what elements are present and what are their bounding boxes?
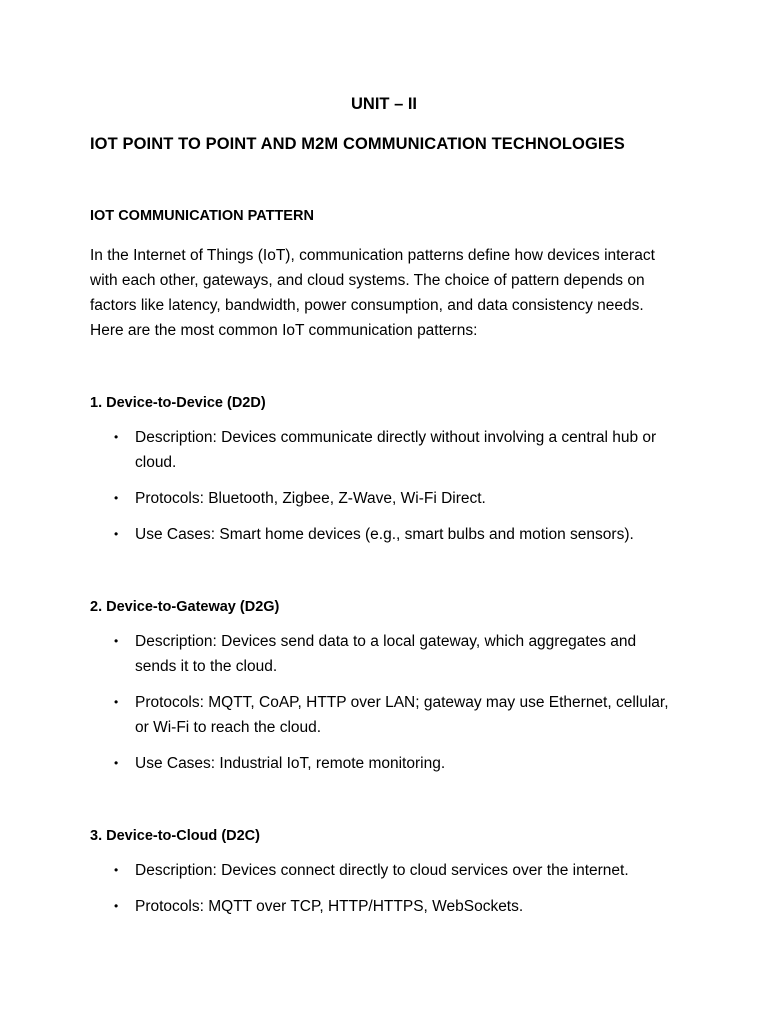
list-item-text: Description: Devices communicate directly without involving a central hub or cloud. [135,429,657,471]
bullet-icon: • [114,863,119,877]
bullet-list [90,858,680,919]
pattern-heading: 2. Device-to-Gateway (D2G) [90,599,280,615]
bullet-icon: • [114,899,119,913]
list-item [90,751,680,776]
bullet-icon: • [114,491,119,505]
list-item-text: Use Cases: Smart home devices (e.g., smart bulbs and motion sensors). [135,526,634,543]
list-item [90,690,680,740]
list-item-text: Description: Devices connect directly to cloud services over the internet. [135,862,629,879]
list-item [90,894,680,919]
pattern-device-to-gateway [90,597,680,787]
list-item [90,425,680,475]
bullet-icon: • [114,634,119,648]
main-title: IOT POINT TO POINT AND M2M COMMUNICATION TECHNOLOGIES [90,135,625,153]
list-item [90,858,680,883]
section-heading: IOT COMMUNICATION PATTERN [90,208,314,224]
list-item-text: Protocols: MQTT over TCP, HTTP/HTTPS, WebSockets. [135,898,524,915]
bullet-icon: • [114,527,119,541]
list-item [90,486,680,511]
list-item-text: Use Cases: Industrial IoT, remote monitoring. [135,755,446,772]
list-item-text: Protocols: MQTT, CoAP, HTTP over LAN; gateway may use Ethernet, cellular, or Wi-Fi to reach the cloud. [135,694,669,736]
unit-title: UNIT – II [350,95,417,113]
bullet-icon: • [114,430,119,444]
bullet-list [90,629,680,776]
bullet-list [90,425,680,547]
list-item [90,629,680,679]
intro-paragraph: In the Internet of Things (IoT), communication patterns define how devices interact with each other, gateways, and cloud systems. The choice of pattern depends on factors like latency, bandwidth, power consumption, and data consistency needs. Here are the most common IoT communication patterns: [90,247,655,339]
pattern-heading: 3. Device-to-Cloud (D2C) [90,828,260,844]
pattern-device-to-cloud [90,826,680,930]
bullet-icon: • [114,695,119,709]
pattern-device-to-device [90,393,680,558]
pattern-heading: 1. Device-to-Device (D2D) [90,395,266,411]
list-item-text: Protocols: Bluetooth, Zigbee, Z-Wave, Wi-Fi Direct. [135,490,486,507]
list-item-text: Description: Devices send data to a local gateway, which aggregates and sends it to the cloud. [135,633,637,675]
bullet-icon: • [114,756,119,770]
list-item [90,522,680,547]
